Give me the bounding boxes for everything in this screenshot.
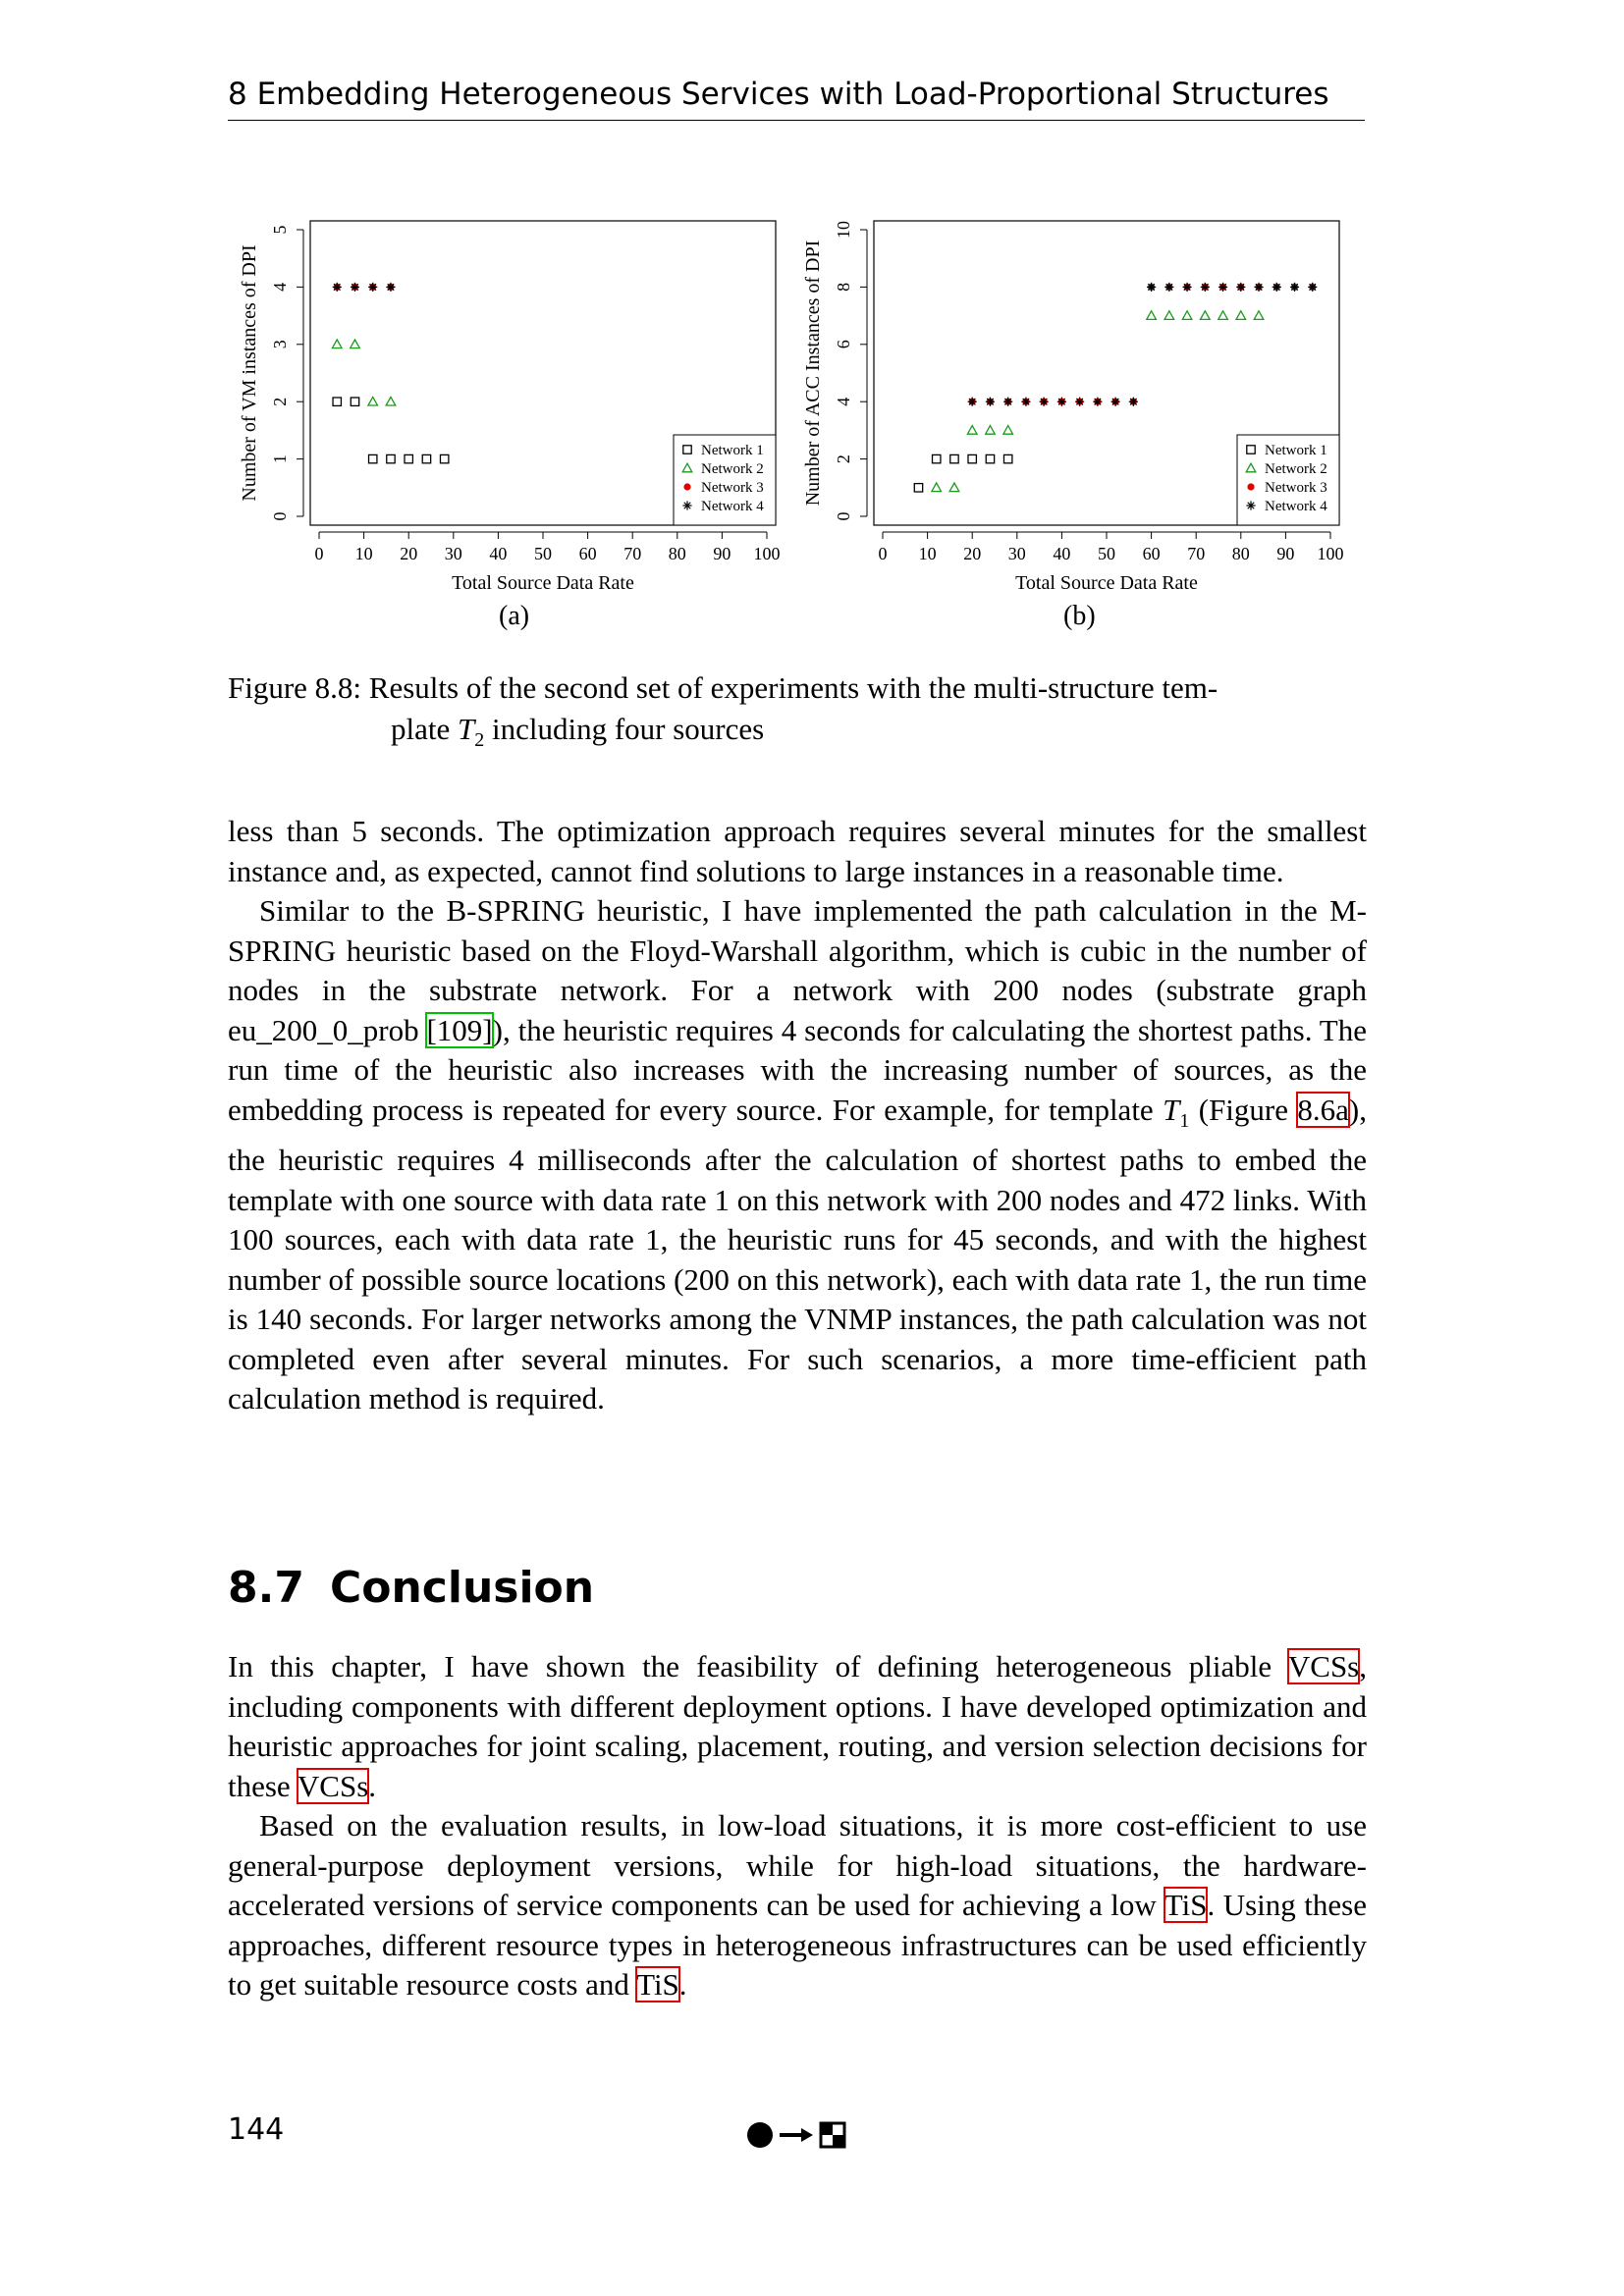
data-point bbox=[387, 454, 395, 462]
y-tick-label: 3 bbox=[270, 340, 290, 349]
series-network-3 bbox=[334, 284, 395, 291]
data-point bbox=[1308, 283, 1317, 292]
data-point bbox=[1093, 398, 1102, 406]
acronym-link-tis[interactable]: TiS bbox=[1164, 1888, 1208, 1922]
data-point bbox=[1003, 454, 1011, 462]
data-point bbox=[1201, 311, 1211, 320]
data-point bbox=[1182, 311, 1192, 320]
data-point bbox=[351, 283, 359, 292]
caption-pre: plate bbox=[391, 712, 458, 746]
x-tick-label: 90 bbox=[1276, 544, 1295, 563]
data-point bbox=[1129, 398, 1138, 406]
data-point bbox=[932, 483, 942, 492]
data-point bbox=[422, 454, 430, 462]
acronym-link-vcs[interactable]: VCSs bbox=[1287, 1649, 1360, 1683]
data-point bbox=[949, 483, 959, 492]
x-tick-label: 40 bbox=[489, 544, 508, 563]
c1-text-pre: In this chapter, I have shown the feasibility of defining heterogeneous pliable bbox=[228, 1649, 1288, 1683]
data-point bbox=[1218, 283, 1227, 292]
data-point bbox=[440, 454, 448, 462]
page-number: 144 bbox=[228, 2112, 285, 2147]
legend-label: Network 1 bbox=[701, 443, 764, 458]
legend-label: Network 2 bbox=[1265, 461, 1327, 477]
x-tick-label: 10 bbox=[918, 544, 937, 563]
chart-a-svg bbox=[236, 196, 805, 609]
data-point bbox=[351, 340, 360, 348]
series-network-4 bbox=[968, 283, 1318, 406]
legend-label: Network 1 bbox=[1265, 443, 1327, 458]
acronym-link-vcs-2[interactable]: VCSs bbox=[297, 1768, 369, 1803]
conclusion-paragraph-2 bbox=[228, 1806, 1367, 2005]
legend-label: Network 3 bbox=[701, 480, 764, 496]
data-point bbox=[1021, 398, 1030, 406]
data-point bbox=[1254, 283, 1263, 292]
data-point bbox=[369, 454, 377, 462]
legend-label: Network 4 bbox=[701, 499, 764, 514]
x-tick-label: 40 bbox=[1053, 544, 1071, 563]
x-tick-label: 80 bbox=[1231, 544, 1250, 563]
section-title: Conclusion bbox=[329, 1563, 595, 1613]
caption-post: including four sources bbox=[484, 712, 765, 746]
data-point bbox=[933, 454, 941, 462]
y-tick-label: 8 bbox=[834, 282, 853, 292]
figure-link-8-6a[interactable]: 8.6a bbox=[1297, 1092, 1349, 1127]
template-symbol: T bbox=[1163, 1092, 1180, 1127]
c1-text-mid: , including components with different deployment options. I have developed optimization and heuristic approaches for joint scaling, placement, routing, and version selection decisions for these bbox=[228, 1649, 1367, 1803]
x-axis-label: Total Source Data Rate bbox=[1015, 572, 1198, 594]
data-point bbox=[1147, 311, 1157, 320]
x-tick-label: 80 bbox=[668, 544, 686, 563]
data-point bbox=[1164, 311, 1174, 320]
data-point bbox=[1147, 283, 1156, 292]
paragraph-2 bbox=[228, 891, 1367, 1419]
figure-caption bbox=[228, 667, 1367, 761]
data-point bbox=[333, 283, 342, 292]
legend-marker bbox=[1247, 483, 1254, 490]
data-point bbox=[386, 283, 395, 292]
x-tick-label: 0 bbox=[314, 544, 324, 563]
y-tick-label: 5 bbox=[270, 225, 290, 235]
logo-square-quad-2 bbox=[833, 2135, 844, 2147]
data-point bbox=[368, 283, 377, 292]
data-point bbox=[1290, 283, 1299, 292]
data-point bbox=[1254, 311, 1264, 320]
x-tick-label: 100 bbox=[753, 544, 781, 563]
y-tick-label: 0 bbox=[834, 511, 853, 521]
logo-dot-icon bbox=[747, 2122, 773, 2148]
data-point bbox=[967, 426, 977, 435]
series-network-1 bbox=[333, 398, 449, 463]
data-point bbox=[968, 398, 977, 406]
series-network-4 bbox=[333, 283, 396, 292]
data-point bbox=[1075, 398, 1084, 406]
y-tick-label: 6 bbox=[834, 340, 853, 349]
y-tick-label: 2 bbox=[834, 454, 853, 464]
chapter-title: 8 Embedding Heterogeneous Services with Load-Proportional Structures bbox=[228, 77, 1329, 112]
data-point bbox=[386, 397, 396, 405]
data-point bbox=[1040, 398, 1049, 406]
data-point bbox=[986, 398, 995, 406]
x-tick-label: 50 bbox=[534, 544, 552, 563]
paragraph-1: less than 5 seconds. The optimization approach requires several minutes for the smallest instance and, as expected, cannot find solutions to large instances in a reasonable time. bbox=[228, 814, 1367, 888]
series-network-1 bbox=[914, 454, 1012, 492]
y-axis-label: Number of VM instances of DPI bbox=[239, 244, 260, 502]
x-tick-label: 30 bbox=[1007, 544, 1026, 563]
section-number: 8.7 bbox=[228, 1563, 304, 1613]
data-point bbox=[333, 398, 341, 405]
y-tick-label: 0 bbox=[270, 511, 290, 521]
x-tick-label: 70 bbox=[1187, 544, 1206, 563]
y-tick-label: 2 bbox=[270, 397, 290, 406]
data-point bbox=[1164, 283, 1173, 292]
data-point bbox=[1201, 283, 1210, 292]
legend-marker bbox=[682, 501, 691, 509]
caption-template-symbol: T bbox=[458, 712, 475, 746]
template-subscript: 1 bbox=[1179, 1109, 1190, 1132]
data-point bbox=[1057, 398, 1066, 406]
citation-link-109[interactable]: [109] bbox=[426, 1012, 493, 1047]
series-network-2-high-load- bbox=[1147, 311, 1264, 320]
data-point bbox=[1182, 283, 1191, 292]
data-point bbox=[1003, 398, 1012, 406]
section-heading bbox=[228, 1563, 594, 1613]
caption-template-subscript: 2 bbox=[474, 729, 485, 752]
x-tick-label: 10 bbox=[354, 544, 373, 563]
y-axis-label: Number of ACC Instances of DPI bbox=[802, 240, 824, 507]
data-point bbox=[405, 454, 412, 462]
data-point bbox=[1003, 426, 1013, 435]
c1-text-end: . bbox=[368, 1768, 377, 1803]
y-tick-label: 4 bbox=[834, 397, 853, 406]
data-point bbox=[950, 454, 958, 462]
logo-arrow-head-icon bbox=[801, 2128, 813, 2142]
data-point bbox=[332, 340, 342, 348]
acronym-link-tis-2[interactable]: TiS bbox=[636, 1967, 679, 2002]
x-tick-label: 70 bbox=[623, 544, 642, 563]
data-point bbox=[1236, 311, 1246, 320]
publisher-logo bbox=[746, 2115, 854, 2160]
series-network-2 bbox=[932, 426, 1013, 492]
legend-label: Network 4 bbox=[1265, 499, 1327, 514]
data-point bbox=[986, 426, 996, 435]
data-point bbox=[1111, 398, 1120, 406]
data-point bbox=[914, 484, 922, 492]
legend-marker bbox=[1246, 501, 1255, 509]
chart-b-label: (b) bbox=[1063, 601, 1096, 631]
x-tick-label: 20 bbox=[963, 544, 982, 563]
chart-a bbox=[236, 196, 805, 609]
c2-text-mid: . Using these approaches, different resource types in heterogeneous infrastructures can be used efficiently to get suitable resource costs and bbox=[228, 1888, 1367, 2002]
caption-line-2 bbox=[228, 709, 1367, 761]
p2-text-d: ), the heuristic requires 4 milliseconds after the calculation of shortest paths to embed the template with one source with data rate 1 on this network with 200 nodes and 472 links. With 100 sources, each with data rate 1, the heuristic runs for 45 seconds, and with the highest number of possible source locations (200 on this network), each with data rate 1, the run time is 140 seconds. For larger networks among the VNMP instances, the path calculation was not completed even after several minutes. For such scenarios, a more time-efficient path calculation method is required. bbox=[228, 1092, 1367, 1416]
x-tick-label: 100 bbox=[1317, 544, 1344, 563]
c2-text-pre: Based on the evaluation results, in low-load situations, it is more cost-efficient to use general-purpose deployment versions, while for high-load situations, the hardware-accelerated versions of service components can be used for achieving a low bbox=[228, 1808, 1367, 1922]
conclusion-paragraph-1 bbox=[228, 1647, 1367, 1806]
y-tick-label: 4 bbox=[270, 282, 290, 292]
data-point bbox=[1236, 283, 1245, 292]
conclusion-text bbox=[228, 1647, 1367, 2005]
legend-label: Network 2 bbox=[701, 461, 764, 477]
x-tick-label: 0 bbox=[878, 544, 888, 563]
x-tick-label: 60 bbox=[578, 544, 597, 563]
p2-text-b: ), the heuristic requires 4 seconds for calculating the shortest paths. The run time of the heuristic also increases with the increasing number of sources, as the embedding process is repeated for every source. For example, for template bbox=[228, 1012, 1367, 1127]
legend-marker bbox=[683, 483, 690, 490]
data-point bbox=[1272, 283, 1281, 292]
x-axis-label: Total Source Data Rate bbox=[452, 572, 634, 594]
logo-square-quad-1 bbox=[821, 2123, 833, 2135]
data-point bbox=[351, 398, 358, 405]
y-tick-label: 1 bbox=[270, 454, 290, 464]
logo-graphic bbox=[746, 2115, 854, 2155]
running-header bbox=[228, 75, 1365, 121]
caption-line-1: Figure 8.8: Results of the second set of experiments with the multi-structure tem- bbox=[228, 670, 1218, 705]
series-network-2 bbox=[332, 340, 395, 405]
body-text bbox=[228, 812, 1367, 1419]
data-point bbox=[368, 397, 378, 405]
data-point bbox=[986, 454, 994, 462]
x-tick-label: 50 bbox=[1098, 544, 1115, 563]
series-network-3 bbox=[969, 284, 1317, 405]
c2-text-end: . bbox=[678, 1967, 687, 2002]
p2-text-a: Similar to the B-SPRING heuristic, I have implemented the path calculation in the M-SPRING heuristic based on the Floyd-Warshall algorithm, which is cubic in the number of nodes in the substrate network. For a network with 200 nodes (substrate graph eu_200_0_prob bbox=[228, 893, 1367, 1047]
legend-label: Network 3 bbox=[1265, 480, 1327, 496]
chart-b bbox=[799, 196, 1369, 609]
x-tick-label: 90 bbox=[713, 544, 731, 563]
data-point bbox=[1218, 311, 1228, 320]
p2-text-c: (Figure bbox=[1189, 1092, 1298, 1127]
data-point bbox=[968, 454, 976, 462]
y-tick-label: 10 bbox=[834, 221, 853, 239]
x-tick-label: 30 bbox=[444, 544, 462, 563]
x-tick-label: 60 bbox=[1142, 544, 1161, 563]
chart-a-label: (a) bbox=[499, 601, 530, 631]
x-tick-label: 20 bbox=[400, 544, 418, 563]
chart-b-svg bbox=[799, 196, 1369, 609]
